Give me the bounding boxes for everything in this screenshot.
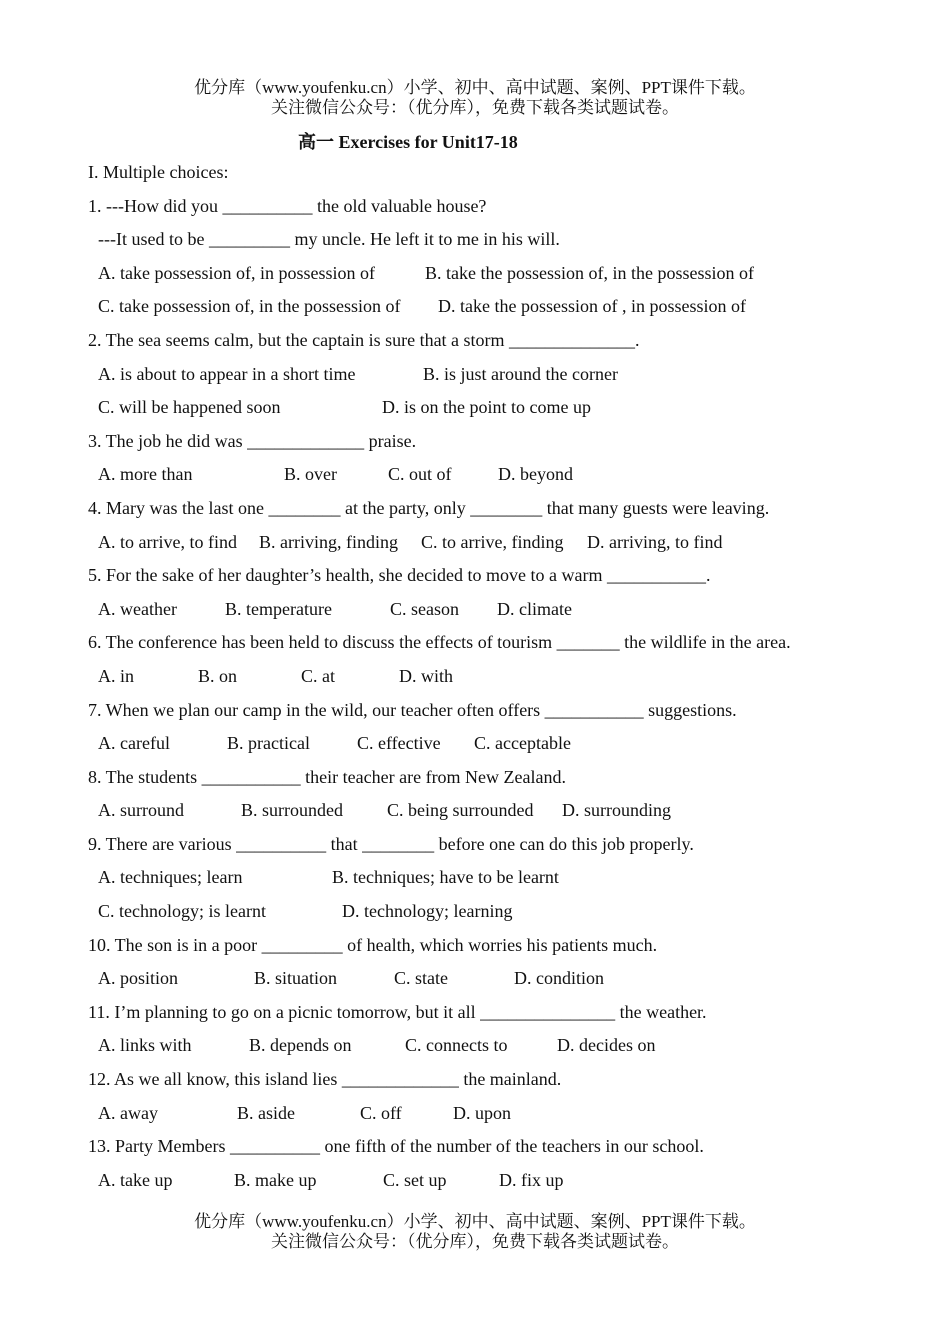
option-c: C. effective	[357, 733, 441, 754]
options-row	[88, 593, 928, 627]
header-line-1: 优分库（www.youfenku.cn）小学、初中、高中试题、案例、PPT课件下载。	[194, 78, 756, 97]
option-a: A. techniques; learn	[98, 867, 243, 888]
options-row	[88, 458, 928, 492]
option-c: C. set up	[383, 1169, 447, 1190]
question-1: 1. ---How did you __________ the old valuable house?	[88, 195, 487, 216]
question-4: 4. Mary was the last one ________ at the party, only ________ that many guests were leaving.	[88, 497, 770, 518]
question-11: 11. I’m planning to go on a picnic tomorrow, but it all _______________ the weather.	[88, 1001, 707, 1022]
option-d: D. take the possession of , in possession of	[438, 296, 746, 317]
option-d: D. condition	[514, 968, 604, 989]
question-1-line-2: ---It used to be _________ my uncle. He left it to me in his will.	[98, 229, 560, 250]
option-d: D. is on the point to come up	[382, 397, 591, 418]
option-b: B. take the possession of, in the possession of	[425, 262, 754, 283]
option-b: B. over	[284, 464, 337, 485]
option-d: C. acceptable	[474, 733, 571, 754]
options-row	[88, 861, 928, 895]
option-d: D. fix up	[499, 1169, 564, 1190]
question-13: 13. Party Members __________ one fifth of the number of the teachers in our school.	[88, 1136, 704, 1157]
option-a: A. careful	[98, 733, 170, 754]
option-a: A. more than	[98, 464, 193, 485]
option-b: B. on	[198, 665, 238, 686]
option-d: D. technology; learning	[342, 901, 513, 922]
option-a: A. to arrive, to find	[98, 531, 237, 552]
header-line-2: 关注微信公众号：（优分库），免费下载各类试题试卷。	[271, 98, 679, 117]
option-c: C. being surrounded	[387, 800, 534, 821]
option-a: A. away	[98, 1102, 158, 1123]
option-c: C. off	[360, 1102, 402, 1123]
option-d: D. decides on	[557, 1035, 656, 1056]
options-row	[88, 962, 928, 996]
option-c: C. at	[301, 665, 335, 686]
options-row	[88, 1097, 928, 1131]
option-a: A. take up	[98, 1169, 173, 1190]
options-row	[88, 358, 928, 392]
option-a: A. is about to appear in a short time	[98, 363, 356, 384]
option-a: A. links with	[98, 1035, 192, 1056]
question-2: 2. The sea seems calm, but the captain is sure that a storm ______________.	[88, 329, 640, 350]
option-c: C. connects to	[405, 1035, 508, 1056]
options-row	[88, 895, 928, 929]
option-b: B. situation	[254, 968, 338, 989]
question-3: 3. The job he did was _____________ praise.	[88, 430, 417, 451]
option-b: B. techniques; have to be learnt	[332, 867, 559, 888]
option-a: A. weather	[98, 598, 177, 619]
options-row	[88, 391, 928, 425]
option-c: C. state	[394, 968, 448, 989]
question-7: 7. When we plan our camp in the wild, our teacher often offers ___________ suggestions.	[88, 699, 737, 720]
options-row	[88, 794, 928, 828]
option-d: D. upon	[453, 1102, 511, 1123]
option-d: D. beyond	[498, 464, 573, 485]
page-footer	[0, 1212, 950, 1252]
options-row	[88, 290, 928, 324]
option-d: D. surrounding	[562, 800, 671, 821]
option-c: C. out of	[388, 464, 452, 485]
option-a: A. take possession of, in possession of	[98, 262, 375, 283]
option-c: C. will be happened soon	[98, 397, 281, 418]
options-row	[88, 1164, 928, 1198]
option-a: A. in	[98, 665, 134, 686]
option-b: B. arriving, finding	[259, 531, 398, 552]
option-b: B. aside	[237, 1102, 295, 1123]
option-b: B. depends on	[249, 1035, 352, 1056]
footer-line-2: 关注微信公众号：（优分库），免费下载各类试题试卷。	[271, 1232, 679, 1251]
option-c: C. technology; is learnt	[98, 901, 266, 922]
options-row	[88, 526, 928, 560]
option-d: D. climate	[497, 598, 572, 619]
option-c: C. to arrive, finding	[421, 531, 564, 552]
option-c: C. take possession of, in the possession of	[98, 296, 401, 317]
option-d: D. with	[399, 665, 453, 686]
question-9: 9. There are various __________ that ________ before one can do this job properly.	[88, 833, 694, 854]
options-row	[88, 727, 928, 761]
page-title: 高一 Exercises for Unit17-18	[298, 132, 518, 152]
option-b: B. temperature	[225, 598, 332, 619]
option-d: D. arriving, to find	[587, 531, 723, 552]
section-heading: I. Multiple choices:	[88, 162, 229, 182]
options-row	[88, 660, 928, 694]
option-a: A. surround	[98, 800, 184, 821]
question-10: 10. The son is in a poor _________ of health, which worries his patients much.	[88, 934, 658, 955]
option-b: B. practical	[227, 733, 310, 754]
option-b: B. surrounded	[241, 800, 343, 821]
page-header	[0, 78, 950, 118]
options-row	[88, 257, 928, 291]
exercise-body	[88, 156, 928, 1197]
option-a: A. position	[98, 968, 179, 989]
question-12: 12. As we all know, this island lies _____________ the mainland.	[88, 1069, 562, 1090]
options-row	[88, 1029, 928, 1063]
question-6: 6. The conference has been held to discuss the effects of tourism _______ the wildlife in the area.	[88, 632, 791, 653]
question-5: 5. For the sake of her daughter’s health, she decided to move to a warm ___________.	[88, 565, 711, 586]
option-b: B. make up	[234, 1169, 317, 1190]
question-8: 8. The students ___________ their teacher are from New Zealand.	[88, 766, 567, 787]
footer-line-1: 优分库（www.youfenku.cn）小学、初中、高中试题、案例、PPT课件下载。	[194, 1212, 756, 1231]
option-b: B. is just around the corner	[423, 363, 618, 384]
option-c: C. season	[390, 598, 459, 619]
